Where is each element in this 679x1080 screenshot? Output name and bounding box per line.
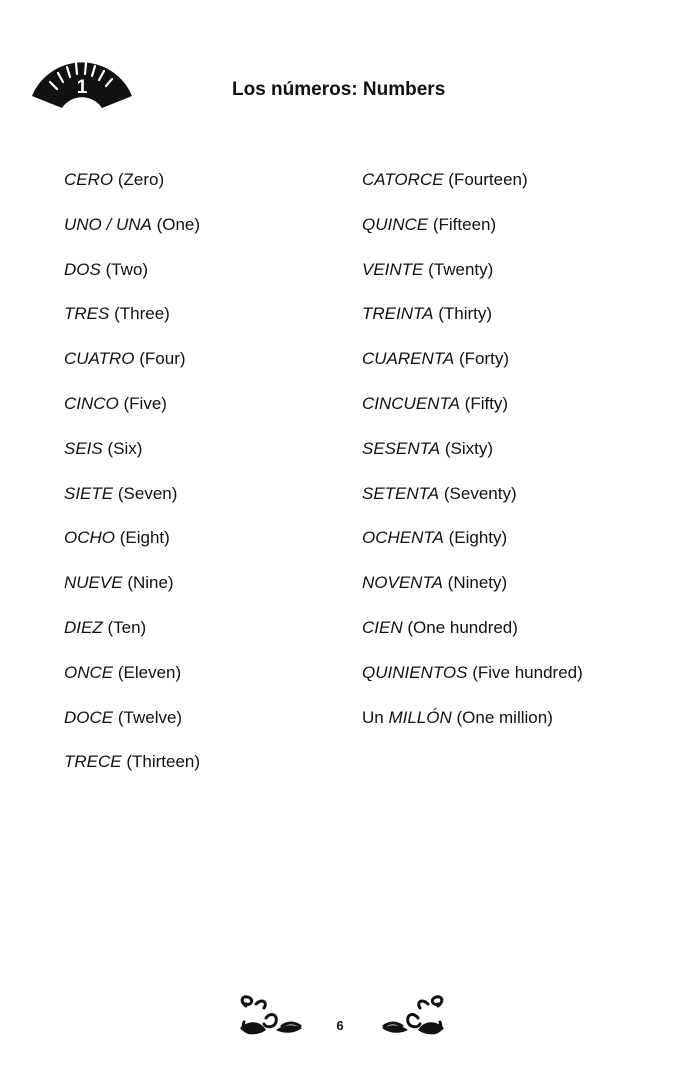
spanish-word: MILLÓN (388, 707, 452, 727)
number-entry (64, 750, 200, 795)
spanish-word: QUINIENTOS (362, 662, 468, 682)
english-translation: (One million) (456, 707, 553, 727)
number-entry (362, 526, 583, 571)
page-title: Los números: Numbers (232, 79, 446, 100)
spanish-word: SEIS (64, 438, 103, 458)
english-translation: (Five) (123, 393, 167, 413)
number-entry (64, 661, 200, 706)
spanish-word: SESENTA (362, 438, 441, 458)
number-entry (64, 526, 200, 571)
number-entry (362, 482, 583, 527)
english-translation: (Seventy) (443, 483, 517, 503)
spanish-word: DOS (64, 259, 101, 279)
spanish-word: CUARENTA (362, 349, 455, 369)
number-entry (362, 302, 583, 347)
number-entry (64, 258, 200, 303)
number-entry (362, 168, 583, 213)
number-entry (362, 706, 583, 751)
spanish-word: CATORCE (362, 170, 444, 189)
number-entry (64, 571, 200, 616)
spanish-word: TRES (64, 304, 110, 324)
spanish-word: VEINTE (362, 259, 424, 279)
spanish-word: ONCE (64, 662, 114, 682)
spanish-word: UNO / UNA (64, 214, 152, 234)
spanish-word: OCHENTA (362, 528, 444, 548)
english-translation: (Ten) (107, 617, 147, 637)
number-entry (64, 482, 200, 527)
number-entry (64, 347, 200, 392)
english-translation: (Three) (114, 304, 170, 324)
english-translation: (Fifteen) (432, 214, 497, 234)
english-translation: (Seven) (117, 483, 178, 503)
english-translation: (Ninety) (447, 573, 508, 593)
number-entry (64, 213, 200, 258)
english-translation: (Twenty) (428, 259, 494, 279)
english-translation: (Fifty) (464, 393, 509, 413)
number-entry (64, 168, 200, 213)
chapter-badge (28, 48, 136, 108)
english-translation: (Four) (139, 349, 186, 369)
spanish-word: NUEVE (64, 573, 123, 593)
spanish-word: OCHO (64, 528, 115, 548)
chapter-number: 1 (76, 77, 88, 98)
article-prefix: Un (362, 707, 389, 727)
english-translation: (Eighty) (448, 528, 508, 548)
number-entry (64, 437, 200, 482)
number-entry (64, 392, 200, 437)
english-translation: (Five hundred) (472, 662, 583, 682)
english-translation: (Forty) (458, 349, 510, 369)
english-translation: (Nine) (127, 573, 174, 593)
spanish-word: CIEN (362, 617, 403, 637)
spanish-word: CERO (64, 170, 114, 189)
number-entry (362, 392, 583, 437)
english-translation: (Twelve) (117, 707, 183, 727)
english-translation: (Eleven) (117, 662, 182, 682)
english-translation: (Thirteen) (126, 752, 201, 772)
number-entry (64, 616, 200, 661)
number-list-right (362, 168, 583, 750)
flourish-ornament-icon (236, 992, 304, 1040)
spanish-word: DIEZ (64, 617, 103, 637)
spanish-word: SETENTA (362, 483, 440, 503)
spanish-word: QUINCE (362, 214, 429, 234)
page-number: 6 (336, 1018, 344, 1033)
flourish-ornament-icon (380, 992, 448, 1040)
spanish-word: TREINTA (362, 304, 434, 324)
english-translation: (Fourteen) (448, 170, 528, 189)
spanish-word: DOCE (64, 707, 114, 727)
english-translation: (Sixty) (444, 438, 493, 458)
number-entry (362, 661, 583, 706)
english-translation: (One hundred) (407, 617, 518, 637)
number-list-left (64, 168, 200, 795)
number-entry (362, 347, 583, 392)
spanish-word: CUATRO (64, 349, 135, 369)
spanish-word: CINCO (64, 393, 119, 413)
spanish-word: TRECE (64, 752, 122, 772)
english-translation: (One) (156, 214, 201, 234)
number-entry (64, 302, 200, 347)
number-entry (362, 258, 583, 303)
spanish-word: CINCUENTA (362, 393, 460, 413)
number-entry (64, 706, 200, 751)
spanish-word: NOVENTA (362, 573, 443, 593)
spanish-word: SIETE (64, 483, 114, 503)
page-footer (0, 992, 679, 1052)
number-entry (362, 213, 583, 258)
english-translation: (Eight) (119, 528, 170, 548)
number-entry (362, 616, 583, 661)
english-translation: (Six) (107, 438, 143, 458)
english-translation: (Two) (105, 259, 149, 279)
number-entry (362, 571, 583, 616)
number-entry (362, 437, 583, 482)
english-translation: (Zero) (117, 170, 165, 189)
english-translation: (Thirty) (438, 304, 493, 324)
